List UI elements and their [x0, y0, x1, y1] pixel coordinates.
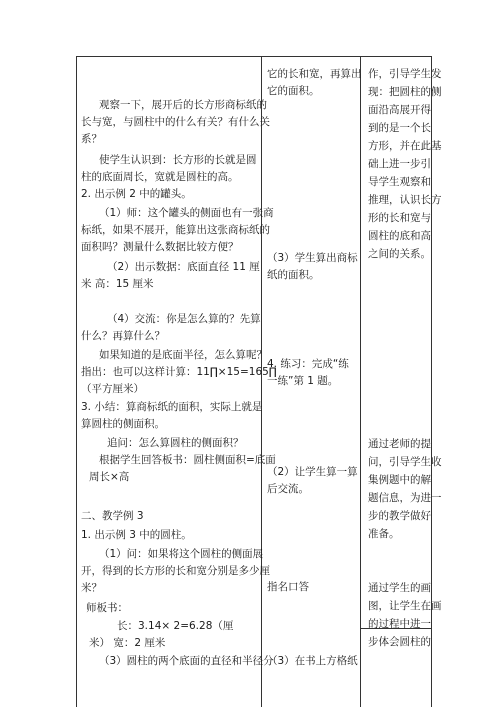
text-line: 标纸，如果不展开，能算出这张商标纸的	[81, 224, 270, 236]
text-line: 作，引导学生发	[368, 68, 442, 80]
text-line: 它的面积。	[267, 85, 320, 97]
text-line: （平方厘米）	[81, 383, 144, 395]
text-line: 面沿高展开得	[368, 104, 431, 116]
text-line: 它的长和宽，再算出	[267, 68, 362, 80]
column-divider-2	[360, 57, 361, 707]
text-line: 师板书：	[86, 602, 128, 614]
text-line: （1）问：如果将这个圆柱的侧面展	[99, 548, 264, 560]
text-line: 后交流。	[267, 483, 309, 495]
text-line: 2. 出示例 2 中的罐头。	[81, 188, 192, 200]
text-line: （3）在书上方格纸	[267, 655, 358, 667]
text-line: 4. 练习：完成“练	[267, 358, 349, 370]
text-line: 现：把圆柱的侧	[368, 86, 442, 98]
lesson-plan-table	[76, 56, 442, 707]
text-line: 长：3.14× 2=6.28（厘	[117, 620, 234, 632]
text-line: 长与宽，与圆柱中的什么有关？有什么关	[81, 116, 270, 128]
text-line: 米？	[81, 582, 102, 594]
text-line: 通过老师的提	[368, 438, 431, 450]
text-line: 础上进一步引	[368, 158, 431, 170]
text-line: 系？	[81, 133, 102, 145]
column-divider-1	[261, 57, 262, 707]
text-line: 到的是一个长	[368, 122, 431, 134]
text-line: 圆柱的底和高	[368, 230, 431, 242]
text-line: 3. 小结：算商标纸的面积，实际上就是	[81, 401, 263, 413]
text-line: 的过程中进一	[368, 618, 431, 630]
text-line: 通过学生的画	[368, 582, 431, 594]
text-line: 指出：也可以这样计算：11∏×15=165∏	[81, 366, 277, 378]
text-line: 准备。	[368, 528, 400, 540]
text-line: 导学生观察和	[368, 176, 431, 188]
text-line: 方形，并在此基	[368, 140, 442, 152]
text-line: 开，得到的长方形的长和宽分别是多少厘	[81, 565, 270, 577]
text-line: 形的长和宽与	[368, 212, 431, 224]
text-line: 一练”第 1 题。	[267, 375, 339, 387]
text-line: 面积吗？测量什么数据比较方便？	[81, 241, 239, 253]
text-line: （4）交流：你是怎么算的？先算	[107, 313, 261, 325]
text-line: 步体会圆柱的	[368, 636, 431, 648]
text-line: 之间的关系。	[368, 248, 431, 260]
text-line: 算圆柱的侧面积。	[81, 418, 165, 430]
text-line: （3）圆柱的两个底面的直径和半径分	[99, 655, 274, 667]
text-line: 如果知道的是底面半径，怎么算呢？	[99, 349, 267, 361]
text-line: 什么？再算什么？	[81, 330, 165, 342]
text-line: 集例题中的解	[368, 474, 431, 486]
text-line: 纸的面积。	[267, 269, 320, 281]
text-line: 米） 宽：2 厘米	[89, 637, 166, 649]
section-heading: 二、教学例 3	[81, 510, 144, 522]
text-line: 图，让学生在画	[368, 600, 442, 612]
text-line: 观察一下，展开后的长方形商标纸的	[99, 99, 267, 111]
text-line: 周长×高	[89, 471, 130, 483]
text-line: 推理，认识长方	[368, 194, 442, 206]
text-line: （2）让学生算一算	[267, 466, 358, 478]
text-line: 使学生认识到：长方形的长就是圆	[99, 154, 257, 166]
text-line: （3）学生算出商标	[267, 252, 358, 264]
text-line: （2）出示数据：底面直径 11 厘	[107, 261, 260, 273]
text-line: 1. 出示例 3 中的圆柱。	[81, 529, 192, 541]
text-line: 问，引导学生收	[368, 456, 442, 468]
text-line: 步的教学做好	[368, 510, 431, 522]
text-line: 米 高：15 厘米	[81, 278, 154, 290]
text-line: 根据学生回答板书：圆柱侧面积=底面	[99, 454, 276, 466]
text-line: 指名口答	[267, 581, 309, 593]
text-line: 柱的底面周长，宽就是圆柱的高。	[81, 171, 239, 183]
text-line: 追问：怎么算圆柱的侧面积？	[107, 437, 244, 449]
text-line: （1）师：这个罐头的侧面也有一张商	[99, 207, 274, 219]
text-line: 题信息，为进一	[368, 492, 442, 504]
